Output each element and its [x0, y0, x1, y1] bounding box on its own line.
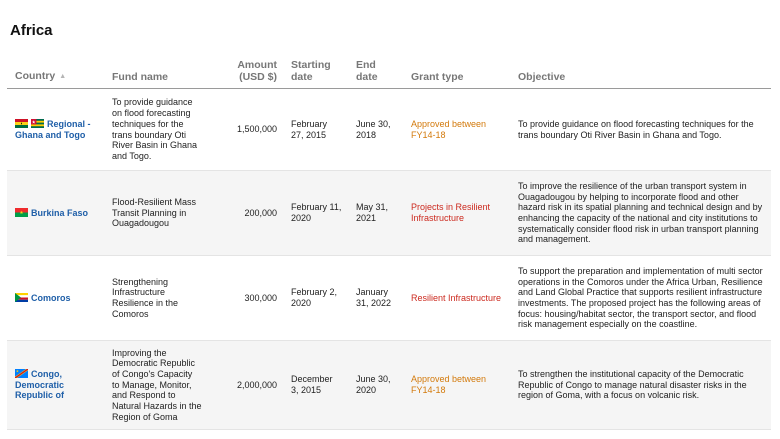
fund-name-cell: Improving the Democratic Republic of Congo's Capacity to Manage, Monitor, and Respond to Natural Hazards in the Region of Goma — [104, 341, 208, 430]
country-cell — [7, 256, 104, 341]
grant-type-cell: Approved between FY14-18 — [403, 89, 510, 171]
objective-cell: To strengthen the institutional capacity of the Democratic Republic of Congo to manage natural disaster risks in the region of Goma, with a focus on volcanic risk. — [510, 341, 771, 430]
column-header-fund-name[interactable]: Fund name — [104, 59, 208, 89]
table-row — [7, 341, 771, 430]
country-name: Regional - Ghana and Togo — [15, 118, 91, 140]
start-date-cell: February 2, 2020 — [283, 256, 348, 341]
ghana-flag-icon — [15, 119, 28, 128]
column-header-grant-type[interactable]: Grant type — [403, 59, 510, 89]
grants-table — [7, 59, 771, 430]
objective-cell: To improve the resilience of the urban transport system in Ouagadougou by helping to incorporate flood and other hazard risk in its spatial planning and technical design and by enhancing the capacity of the national and city institutions to systematically consider flood risk in urban transport planning and management. — [510, 171, 771, 256]
country-name: Burkina Faso — [31, 207, 89, 218]
table-row — [7, 171, 771, 256]
start-date-cell: February 11, 2020 — [283, 171, 348, 256]
burkina-faso-flag-icon — [15, 208, 28, 217]
column-header-country[interactable]: Country ▲ — [7, 59, 104, 89]
column-header-starting-date[interactable]: Starting date — [283, 59, 348, 89]
table-row — [7, 256, 771, 341]
sort-ascending-icon[interactable]: ▲ — [59, 73, 67, 80]
congo-drc-flag-icon — [15, 369, 28, 378]
objective-cell: To support the preparation and implementation of multi sector operations in the Comoros under the Africa Urban, Resilience and Land Global Practice that supports resilient infrastructure investments. The proposed project has the following areas of focus: housing/habitat sector, the transport sector, and flood risk management especially on the coastline. — [510, 256, 771, 341]
comoros-flag-icon — [15, 293, 28, 302]
page-title: Africa — [10, 22, 53, 39]
start-date-cell: December 3, 2015 — [283, 341, 348, 430]
end-date-cell: June 30, 2018 — [348, 89, 403, 171]
country-link[interactable] — [15, 208, 88, 218]
amount-cell: 300,000 — [208, 256, 283, 341]
grant-type-cell: Projects in Resilient Infrastructure — [403, 171, 510, 256]
country-name: Congo, Democratic Republic of — [15, 368, 65, 401]
grant-type-cell: Resilient Infrastructure — [403, 256, 510, 341]
country-link[interactable] — [15, 369, 64, 400]
end-date-cell: June 30, 2020 — [348, 341, 403, 430]
column-header-end-date[interactable]: End date — [348, 59, 403, 89]
fund-name-cell: Strengthening Infrastructure Resilience in the Comoros — [104, 256, 208, 341]
country-cell — [7, 171, 104, 256]
column-header-objective[interactable]: Objective — [510, 59, 771, 89]
fund-name-cell: To provide guidance on flood forecasting techniques for the trans boundary Oti River Basin in Ghana and Togo. — [104, 89, 208, 171]
country-cell — [7, 89, 104, 171]
amount-cell: 1,500,000 — [208, 89, 283, 171]
country-cell — [7, 341, 104, 430]
country-name: Comoros — [31, 292, 71, 303]
start-date-cell: February 27, 2015 — [283, 89, 348, 171]
amount-cell: 2,000,000 — [208, 341, 283, 430]
grant-type-cell: Approved between FY14-18 — [403, 341, 510, 430]
country-link[interactable] — [15, 293, 71, 303]
fund-name-cell: Flood-Resilient Mass Transit Planning in Ouagadougou — [104, 171, 208, 256]
amount-cell: 200,000 — [208, 171, 283, 256]
country-link[interactable] — [15, 119, 91, 140]
table-header-row — [7, 59, 771, 89]
end-date-cell: May 31, 2021 — [348, 171, 403, 256]
end-date-cell: January 31, 2022 — [348, 256, 403, 341]
togo-flag-icon — [31, 119, 44, 128]
column-header-amount[interactable]: Amount (USD $) — [208, 59, 283, 89]
table-row — [7, 89, 771, 171]
objective-cell: To provide guidance on flood forecasting techniques for the trans boundary Oti River Basin in Ghana and Togo. — [510, 89, 771, 171]
